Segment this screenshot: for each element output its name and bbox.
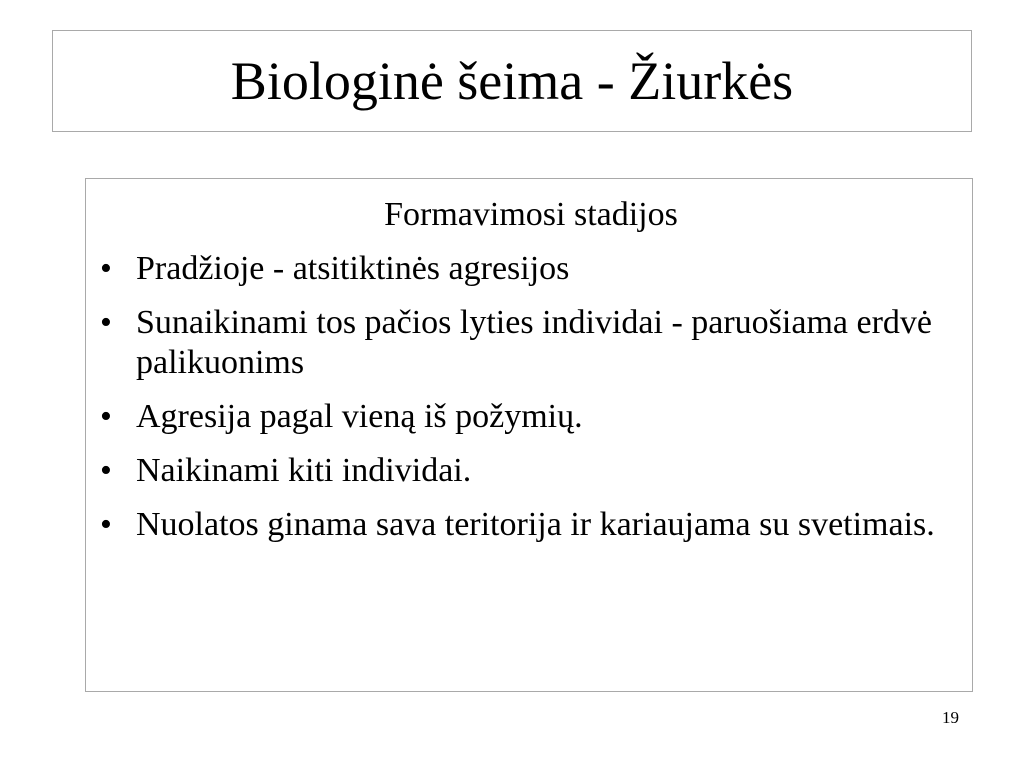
bullet-item [100,303,962,383]
bullet-list [100,249,962,545]
page-number: 19 [942,708,959,727]
bullet-icon: • [100,304,112,341]
bullet-item [100,397,962,437]
bullet-text: Agresija pagal vieną iš požymių. [136,398,583,435]
bullet-text: Nuolatos ginama sava teritorija ir kariaujama su svetimais. [136,506,935,543]
bullet-text: Naikinami kiti individai. [136,452,472,489]
slide-title: Biologinė šeima - Žiurkės [230,51,794,111]
bullet-icon: • [100,506,112,543]
bullet-item [100,505,962,545]
content-box [85,178,973,692]
bullet-item [100,451,962,491]
content-subheading: Formavimosi stadijos [384,196,678,233]
bullet-icon: • [100,452,112,489]
bullet-text: Sunaikinami tos pačios lyties individai - paruošiama erdvė palikuonims [136,304,932,381]
title-box [52,30,972,132]
bullet-item [100,249,962,289]
bullet-icon: • [100,398,112,435]
bullet-text: Pradžioje - atsitiktinės agresijos [136,250,570,287]
bullet-icon: • [100,250,112,287]
